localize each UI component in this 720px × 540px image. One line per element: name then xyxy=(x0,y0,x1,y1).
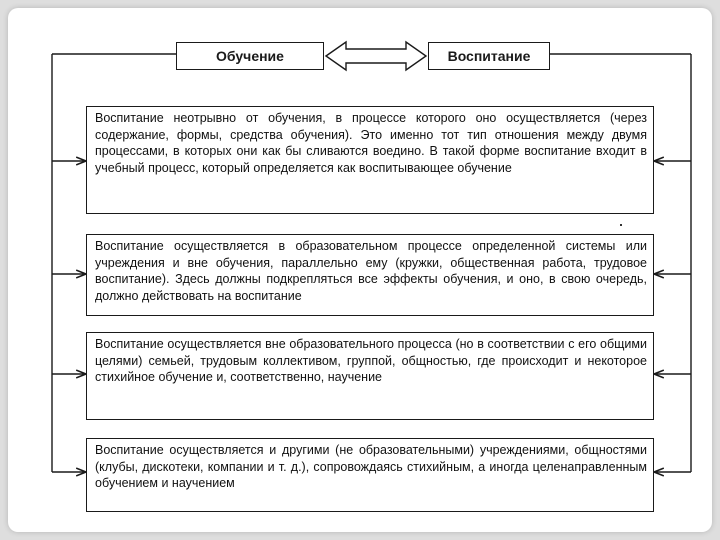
diagram xyxy=(46,26,698,518)
box-1-text: Воспитание неотрывно от обучения, в процессе которого оно осуществляется (через содержание, формы, средства обучения). Это именно тот тип отношения между двумя процессами, в которых они как бы сливаются воедино. В такой форме воспитание входит в учебный процесс, который определяется как воспитывающее обучение xyxy=(95,111,647,175)
box-3 xyxy=(86,332,654,420)
stray-dot xyxy=(620,224,622,226)
box-2-text: Воспитание осуществляется в образовательном процессе определенной системы или учреждения и вне обучения, параллельно ему (кружки, общественная работа, трудовое воспитание). Здесь должны подкрепляться все эффекты обучения, и оно, в свою очередь, должно действовать на воспитание xyxy=(95,239,647,303)
header-obuchenie xyxy=(176,42,324,70)
box-4-text: Воспитание осуществляется и другими (не образовательными) учреждениями, общностями (клубы, дискотеки, компании и т. д.), сопровождаясь стихийным, а иногда целенаправленным обучением и научением xyxy=(95,443,647,490)
double-arrow-icon xyxy=(326,42,426,70)
header-vospitanie xyxy=(428,42,550,70)
box-3-text: Воспитание осуществляется вне образовательного процесса (но в соответствии с его общими целями) семьей, трудовым коллективом, группой, общностью, где происходит и некоторое стихийное обучение и, соответственно, научение xyxy=(95,337,647,384)
box-2 xyxy=(86,234,654,316)
box-4 xyxy=(86,438,654,512)
slide xyxy=(8,8,712,532)
header-vospitanie-label: Воспитание xyxy=(447,48,531,64)
header-obuchenie-label: Обучение xyxy=(216,48,284,64)
box-1 xyxy=(86,106,654,214)
